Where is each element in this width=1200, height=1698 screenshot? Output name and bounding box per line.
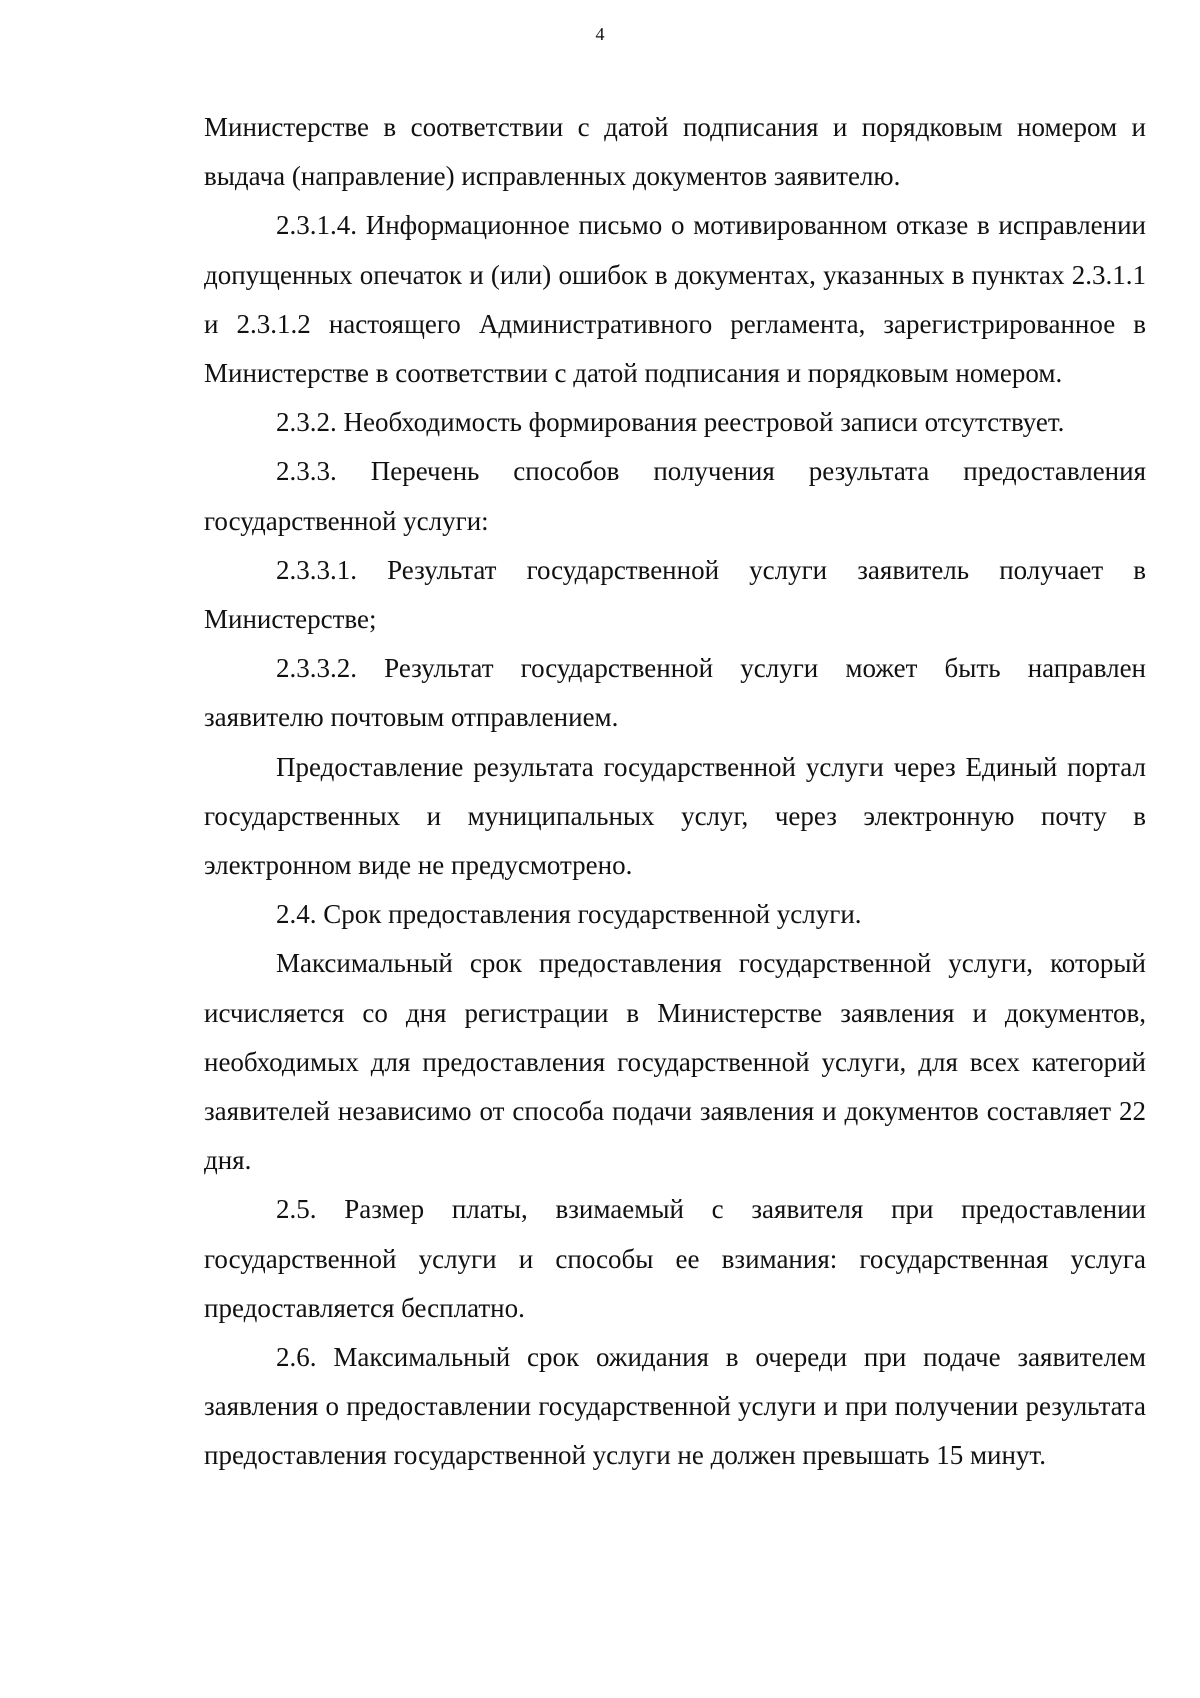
paragraph-2-3-3: 2.3.3. Перечень способов получения результата предоставления государственной услуги: bbox=[204, 456, 1146, 536]
document-body bbox=[204, 103, 1146, 1481]
paragraph-2-3-3-2: 2.3.3.2. Результат государственной услуги может быть направлен заявителю почтовым отправлением. bbox=[204, 653, 1146, 733]
page-number: 4 bbox=[595, 24, 605, 44]
paragraph-2-6: 2.6. Максимальный срок ожидания в очереди при подаче заявителем заявления о предоставлении государственной услуги и при получении результата предоставления государственной услуги не должен превышать 15 минут. bbox=[204, 1342, 1146, 1471]
paragraph-2-4: 2.4. Срок предоставления государственной услуги. bbox=[276, 899, 862, 930]
paragraph-2-3-3-1: 2.3.3.1. Результат государственной услуги заявитель получает в Министерстве; bbox=[204, 554, 1146, 635]
paragraph-max-term: Максимальный срок предоставления государственной услуги, который исчисляется со дня регистрации в Министерстве заявления и документов, необходимых для предоставления государственной услуги, для всех категорий заявителей независимо от способа подачи заявления и документов составляет 22 дня. bbox=[204, 948, 1146, 1176]
paragraph-result-delivery: Предоставление результата государственной услуги через Единый портал государственных и муниципальных услуг, через электронную почту в электронном виде не предусмотрено. bbox=[204, 751, 1146, 881]
paragraph-2-3-2: 2.3.2. Необходимость формирования реестровой записи отсутствует. bbox=[276, 407, 1065, 438]
paragraph-2-5: 2.5. Размер платы, взимаемый с заявителя при предоставлении государственной услуги и способы ее взимания: государственная услуга предоставляется бесплатно. bbox=[204, 1194, 1146, 1323]
paragraph-continuation: Министерстве в соответствии с датой подписания и порядковым номером и выдача (направление) исправленных документов заявителю. bbox=[204, 112, 1146, 192]
paragraph-2-3-1-4: 2.3.1.4. Информационное письмо о мотивированном отказе в исправлении допущенных опечаток и (или) ошибок в документах, указанных в пунктах 2.3.1.1 и 2.3.1.2 настоящего Административного регламента, зарегистрированное в Министерстве в соответствии с датой подписания и порядковым номером. bbox=[204, 210, 1146, 389]
